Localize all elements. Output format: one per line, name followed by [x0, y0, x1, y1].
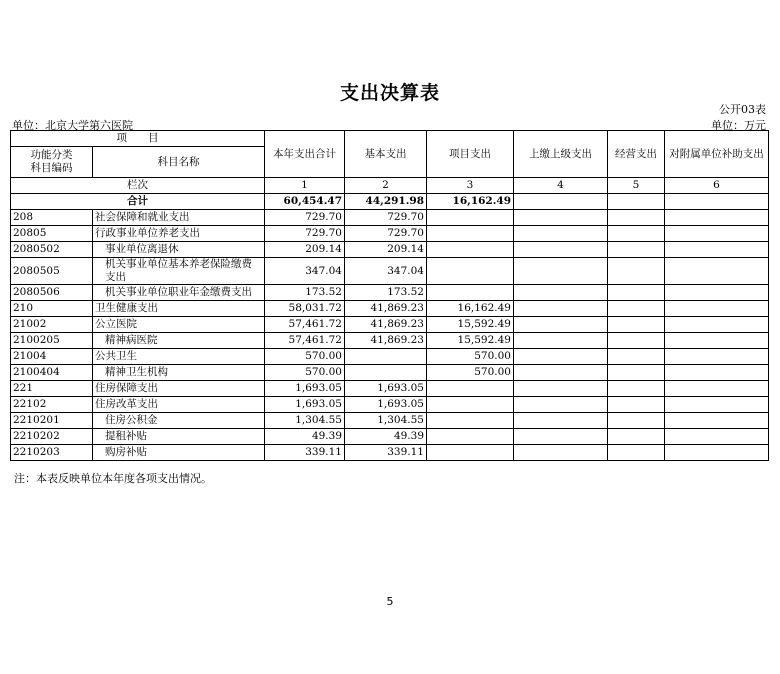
row-project	[427, 429, 514, 445]
row-business	[608, 210, 665, 226]
row-basic: 347.04	[345, 258, 427, 285]
totals-subsidy	[665, 194, 769, 210]
table-row	[11, 258, 769, 285]
row-code: 2080505	[11, 258, 93, 285]
row-subsidy	[665, 365, 769, 381]
row-name: 住房改革支出	[93, 397, 265, 413]
row-project	[427, 258, 514, 285]
row-business	[608, 413, 665, 429]
row-business	[608, 445, 665, 461]
row-subsidy	[665, 258, 769, 285]
header-name: 科目名称	[93, 147, 265, 178]
table-row	[11, 242, 769, 258]
header-row-1	[11, 131, 769, 147]
row-upper	[514, 397, 608, 413]
row-upper	[514, 226, 608, 242]
table-row	[11, 285, 769, 301]
row-project: 16,162.49	[427, 301, 514, 317]
table-row	[11, 301, 769, 317]
page-title: 支出决算表	[339, 82, 440, 104]
table-note: 注：本表反映单位本年度各项支出情况。	[14, 472, 212, 485]
row-upper	[514, 242, 608, 258]
totals-basic: 44,291.98	[345, 194, 427, 210]
row-subsidy	[665, 397, 769, 413]
row-code: 2080502	[11, 242, 93, 258]
row-basic: 41,869.23	[345, 317, 427, 333]
reporting-unit: 单位：北京大学第六医院	[12, 119, 133, 132]
row-project	[427, 381, 514, 397]
row-code: 2100205	[11, 333, 93, 349]
row-total: 49.39	[265, 429, 345, 445]
header-total: 本年支出合计	[265, 131, 345, 178]
row-total: 57,461.72	[265, 333, 345, 349]
row-basic: 1,693.05	[345, 397, 427, 413]
row-business	[608, 365, 665, 381]
row-business	[608, 258, 665, 285]
row-subsidy	[665, 445, 769, 461]
row-basic: 1,693.05	[345, 381, 427, 397]
row-business	[608, 429, 665, 445]
row-basic	[345, 365, 427, 381]
row-subsidy	[665, 226, 769, 242]
row-total: 570.00	[265, 365, 345, 381]
row-project	[427, 397, 514, 413]
row-name: 事业单位离退休	[93, 242, 265, 258]
row-subsidy	[665, 333, 769, 349]
table-row	[11, 397, 769, 413]
row-upper	[514, 317, 608, 333]
expenditure-table	[10, 130, 769, 461]
row-total: 347.04	[265, 258, 345, 285]
header-upper: 上缴上级支出	[514, 131, 608, 178]
table-row	[11, 333, 769, 349]
row-business	[608, 285, 665, 301]
totals-total: 60,454.47	[265, 194, 345, 210]
row-code: 22102	[11, 397, 93, 413]
row-total: 339.11	[265, 445, 345, 461]
row-basic: 41,869.23	[345, 333, 427, 349]
totals-upper	[514, 194, 608, 210]
row-total: 1,693.05	[265, 397, 345, 413]
row-basic: 209.14	[345, 242, 427, 258]
row-upper	[514, 285, 608, 301]
row-name: 住房公积金	[93, 413, 265, 429]
col-number-1: 1	[265, 178, 345, 194]
row-subsidy	[665, 285, 769, 301]
row-project: 570.00	[427, 349, 514, 365]
row-project: 15,592.49	[427, 317, 514, 333]
row-business	[608, 349, 665, 365]
table-row	[11, 349, 769, 365]
row-total: 173.52	[265, 285, 345, 301]
row-project	[427, 242, 514, 258]
row-project	[427, 413, 514, 429]
totals-project: 16,162.49	[427, 194, 514, 210]
totals-row	[11, 194, 769, 210]
column-number-row	[11, 178, 769, 194]
row-basic: 49.39	[345, 429, 427, 445]
row-basic: 729.70	[345, 210, 427, 226]
row-total: 1,304.55	[265, 413, 345, 429]
row-name: 公共卫生	[93, 349, 265, 365]
header-subsidy: 对附属单位补助支出	[665, 131, 769, 178]
col-number-6: 6	[665, 178, 769, 194]
row-code: 2210203	[11, 445, 93, 461]
row-project: 570.00	[427, 365, 514, 381]
row-code: 208	[11, 210, 93, 226]
row-subsidy	[665, 349, 769, 365]
row-project	[427, 210, 514, 226]
totals-business	[608, 194, 665, 210]
row-name: 机关事业单位基本养老保险缴费支出	[93, 258, 265, 285]
row-business	[608, 226, 665, 242]
table-row	[11, 429, 769, 445]
row-business	[608, 317, 665, 333]
row-name: 社会保障和就业支出	[93, 210, 265, 226]
row-subsidy	[665, 413, 769, 429]
row-basic: 1,304.55	[345, 413, 427, 429]
row-project	[427, 226, 514, 242]
row-code: 2100404	[11, 365, 93, 381]
row-code: 2210202	[11, 429, 93, 445]
row-basic: 41,869.23	[345, 301, 427, 317]
row-upper	[514, 381, 608, 397]
header-code: 功能分类 科目编码	[11, 147, 93, 178]
header-business: 经营支出	[608, 131, 665, 178]
row-total: 570.00	[265, 349, 345, 365]
row-name: 机关事业单位职业年金缴费支出	[93, 285, 265, 301]
row-code: 21002	[11, 317, 93, 333]
row-upper	[514, 349, 608, 365]
row-name: 精神卫生机构	[93, 365, 265, 381]
row-business	[608, 301, 665, 317]
row-name: 住房保障支出	[93, 381, 265, 397]
col-number-2: 2	[345, 178, 427, 194]
row-subsidy	[665, 210, 769, 226]
row-upper	[514, 413, 608, 429]
row-project: 15,592.49	[427, 333, 514, 349]
row-subsidy	[665, 429, 769, 445]
row-business	[608, 381, 665, 397]
row-name: 行政事业单位养老支出	[93, 226, 265, 242]
row-upper	[514, 429, 608, 445]
row-code: 221	[11, 381, 93, 397]
row-code: 2080506	[11, 285, 93, 301]
table-row	[11, 317, 769, 333]
header-project: 项目支出	[427, 131, 514, 178]
row-basic: 339.11	[345, 445, 427, 461]
row-project	[427, 445, 514, 461]
row-name: 卫生健康支出	[93, 301, 265, 317]
row-name: 提租补贴	[93, 429, 265, 445]
row-subsidy	[665, 381, 769, 397]
col-number-3: 3	[427, 178, 514, 194]
header-lanci: 栏次	[11, 178, 265, 194]
table-row	[11, 445, 769, 461]
col-number-5: 5	[608, 178, 665, 194]
table-row	[11, 365, 769, 381]
col-number-4: 4	[514, 178, 608, 194]
table-row	[11, 381, 769, 397]
row-upper	[514, 365, 608, 381]
row-subsidy	[665, 301, 769, 317]
row-subsidy	[665, 242, 769, 258]
row-basic	[345, 349, 427, 365]
totals-label: 合计	[11, 194, 265, 210]
row-basic: 173.52	[345, 285, 427, 301]
row-upper	[514, 210, 608, 226]
row-total: 209.14	[265, 242, 345, 258]
row-code: 2210201	[11, 413, 93, 429]
row-upper	[514, 333, 608, 349]
row-code: 210	[11, 301, 93, 317]
row-project	[427, 285, 514, 301]
row-total: 729.70	[265, 226, 345, 242]
row-business	[608, 397, 665, 413]
header-basic: 基本支出	[345, 131, 427, 178]
row-upper	[514, 445, 608, 461]
table-row	[11, 210, 769, 226]
header-xiangmu: 项 目	[11, 131, 265, 147]
form-code: 公开03表	[719, 103, 766, 116]
row-total: 1,693.05	[265, 381, 345, 397]
row-business	[608, 242, 665, 258]
row-name: 公立医院	[93, 317, 265, 333]
row-code: 21004	[11, 349, 93, 365]
row-basic: 729.70	[345, 226, 427, 242]
row-total: 57,461.72	[265, 317, 345, 333]
row-code: 20805	[11, 226, 93, 242]
currency-unit: 单位：万元	[711, 119, 766, 132]
table-body	[11, 210, 769, 461]
page-number: 5	[386, 595, 394, 608]
row-name: 精神病医院	[93, 333, 265, 349]
table-row	[11, 413, 769, 429]
row-total: 58,031.72	[265, 301, 345, 317]
row-upper	[514, 258, 608, 285]
row-upper	[514, 301, 608, 317]
row-subsidy	[665, 317, 769, 333]
table-row	[11, 226, 769, 242]
row-business	[608, 333, 665, 349]
row-total: 729.70	[265, 210, 345, 226]
row-name: 购房补贴	[93, 445, 265, 461]
